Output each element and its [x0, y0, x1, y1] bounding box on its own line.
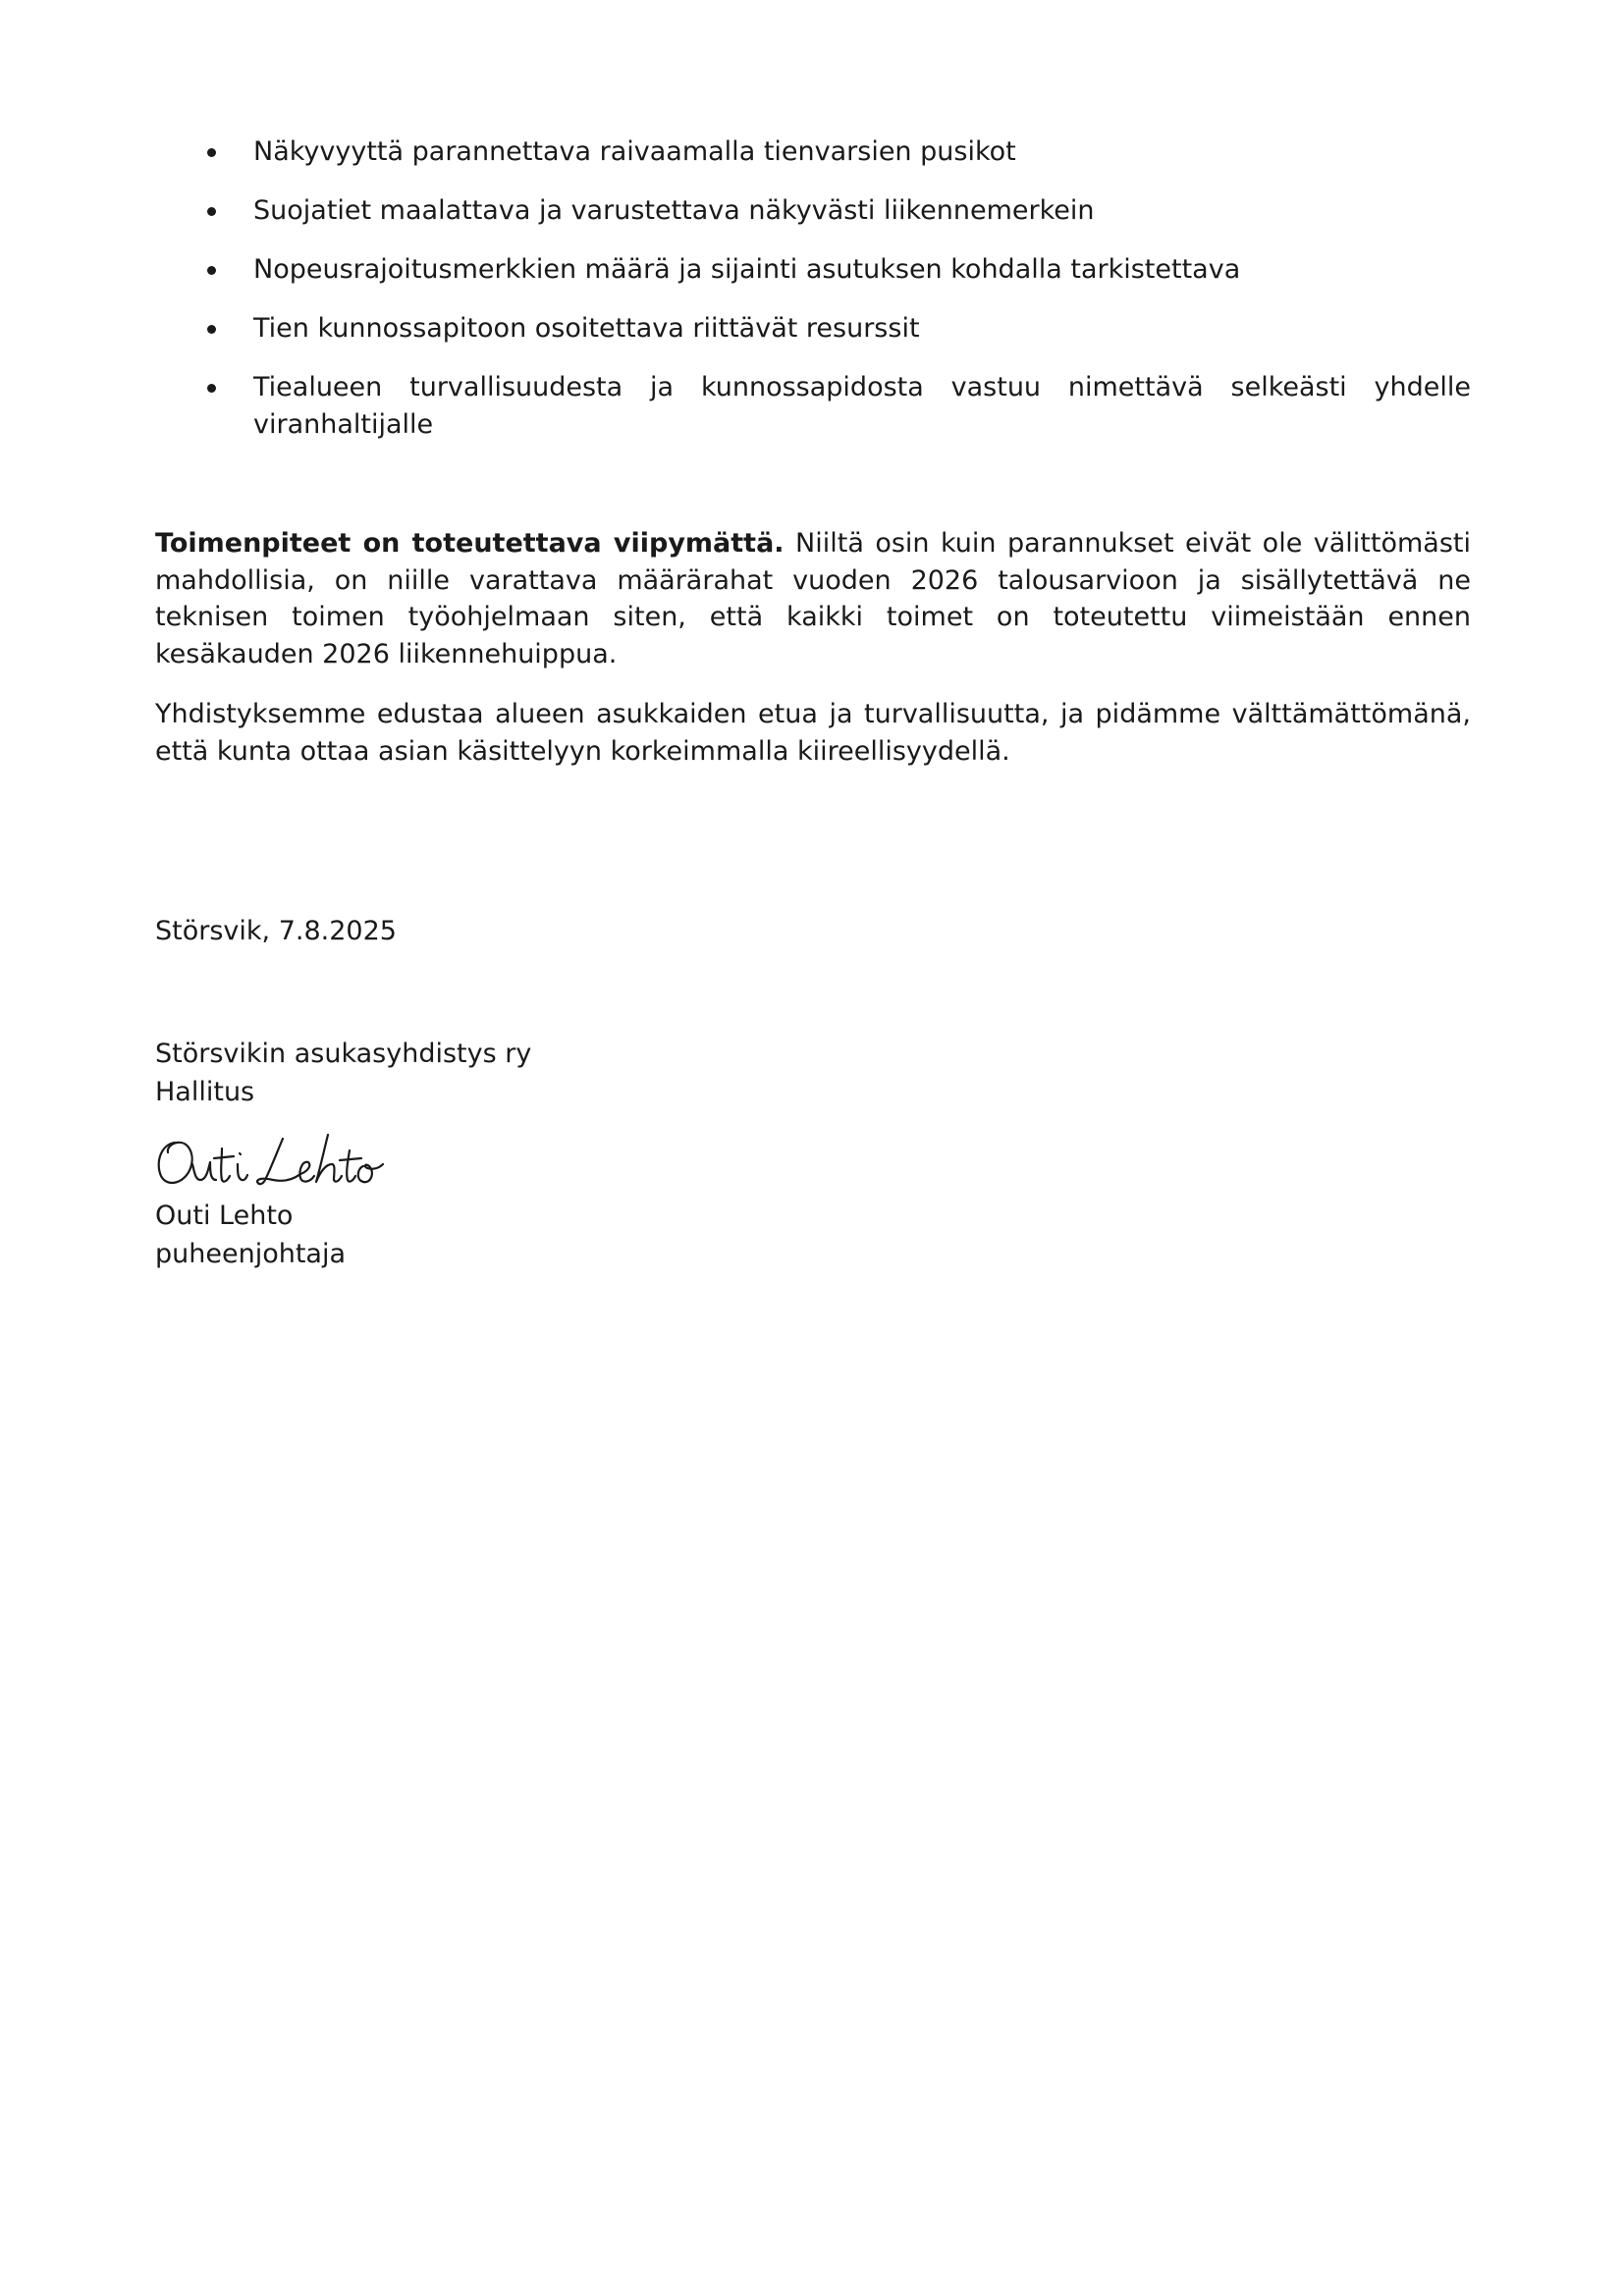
- signer-title: puheenjohtaja: [155, 1239, 347, 1269]
- action-paragraph-lead: Toimenpiteet on toteutettava viipymättä.: [155, 528, 785, 559]
- bullet-icon: [207, 325, 216, 334]
- handwritten-signature: [153, 1129, 389, 1194]
- list-item: [155, 192, 1471, 230]
- list-item: [155, 251, 1471, 289]
- list-item-text: Suojatiet maalattava ja varustettava näkyvästi liikennemerkein: [253, 195, 1095, 226]
- bullet-icon: [207, 384, 216, 393]
- signer-name: Outi Lehto: [155, 1201, 294, 1231]
- list-item-text: Tiealueen turvallisuudesta ja kunnossapidosta vastuu nimettävä selkeästi yhdelle viranhaltijalle: [253, 372, 1471, 440]
- list-item: [155, 310, 1471, 347]
- bullet-icon: [207, 207, 216, 216]
- bullet-icon: [207, 266, 216, 275]
- board-name: Hallitus: [155, 1077, 255, 1107]
- action-paragraph: [155, 525, 1471, 672]
- list-item: [155, 133, 1471, 171]
- action-paragraph-body: Niiltä osin kuin parannukset eivät ole välittömästi mahdollisia, on niille varattava määrärahat vuoden 2026 talousarvioon ja sisällytettävä ne teknisen toimen työohjelmaan siten, että kaikki toimet on toteutettu viimeistään ennen kesäkauden 2026 liikennehuippua.: [155, 528, 1471, 669]
- requirements-list: [155, 133, 1471, 465]
- list-item-text: Tien kunnossapitoon osoitettava riittävät resurssit: [253, 313, 920, 344]
- list-item-text: Näkyvyyttä parannettava raivaamalla tienvarsien pusikot: [253, 136, 1016, 167]
- organization-name: Störsvikin asukasyhdistys ry: [155, 1039, 532, 1069]
- place-date: Störsvik, 7.8.2025: [155, 916, 397, 946]
- closing-paragraph: Yhdistyksemme edustaa alueen asukkaiden etua ja turvallisuutta, ja pidämme välttämättömänä, että kunta ottaa asian käsittelyyn korkeimmalla kiireellisyydellä.: [155, 699, 1471, 767]
- bullet-icon: [207, 148, 216, 157]
- list-item-text: Nopeusrajoitusmerkkien määrä ja sijainti asutuksen kohdalla tarkistettava: [253, 254, 1241, 285]
- list-item: [155, 369, 1471, 444]
